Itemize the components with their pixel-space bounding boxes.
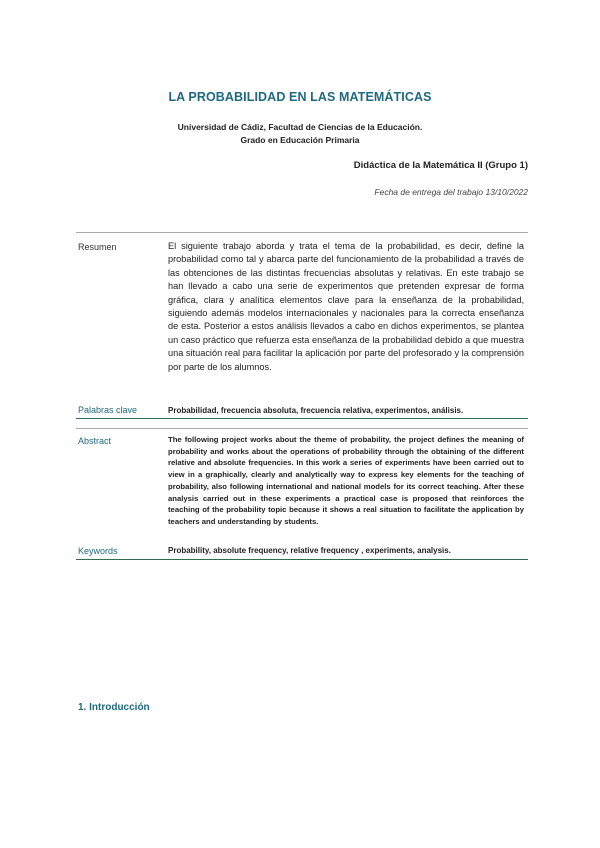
abstract-text: The following project works about the theme of probability, the project defines the meaning of probability and works about the operations of probability through the obtaining of the different relative and absolute frequencies. In this work a series of experiments have been carried out to view in a graphically, clearly and analytically way to express key elements for the teaching of probability, also following international and national models for its correct teaching. After these analysis carried out in these experiments a practical case is proposed that reinforces the teaching of the probability topic because it shows a real situation to facilitate the application by teachers and understanding by students. xyxy=(168,435,524,526)
resumen-label: Resumen xyxy=(78,242,117,252)
resumen-top-divider xyxy=(76,232,528,233)
abstract-top-divider xyxy=(76,428,528,429)
course-name: Didáctica de la Matemática II (Grupo 1) xyxy=(353,160,528,171)
keywords-divider xyxy=(76,559,528,560)
keywords-text: Probability, absolute frequency, relative frequency , experiments, analysis. xyxy=(168,546,451,555)
abstract-label: Abstract xyxy=(78,436,112,446)
palabras-clave-label: Palabras clave xyxy=(78,405,138,415)
resumen-text: El siguiente trabajo aborda y trata el tema de la probabilidad, es decir, define la probabilidad como tal y abarca parte del funcionamiento de la probabilidad a través de las obtenciones de las distintas frecuencias absolutas y relativas. En este trabajo se han llevado a cabo una serie de experimentos que pretenden expresar de forma gráfica, clara y analítica elementos clave para la enseñanza de la probabilidad, siguiendo además modelos internacionales y nacionales para la correcta enseñanza de esta. Posterior a estos análisis llevados a cabo en dichos experimentos, se plantea un caso práctico que refuerza esta enseñanza de la probabilidad debido a que muestra una situación real para facilitar la aplicación por parte del profesorado y la comprensión por parte de los alumnos. xyxy=(168,241,524,372)
affiliation-block xyxy=(160,121,440,147)
palabras-clave-text: Probabilidad, frecuencia absoluta, frecuencia relativa, experimentos, análisis. xyxy=(168,406,464,415)
keywords-label: Keywords xyxy=(78,546,118,556)
affiliation-university: Universidad de Cádiz, Facultad de Ciencias de la Educación. xyxy=(177,122,423,132)
delivery-date: Fecha de entrega del trabajo 13/10/2022 xyxy=(374,187,528,197)
affiliation-degree: Grado en Educación Primaria xyxy=(240,135,360,145)
document-title: LA PROBABILIDAD EN LAS MATEMÁTICAS xyxy=(168,90,432,104)
section-heading-introduccion: 1. Introducción xyxy=(78,702,150,713)
palabras-clave-divider xyxy=(76,418,528,419)
